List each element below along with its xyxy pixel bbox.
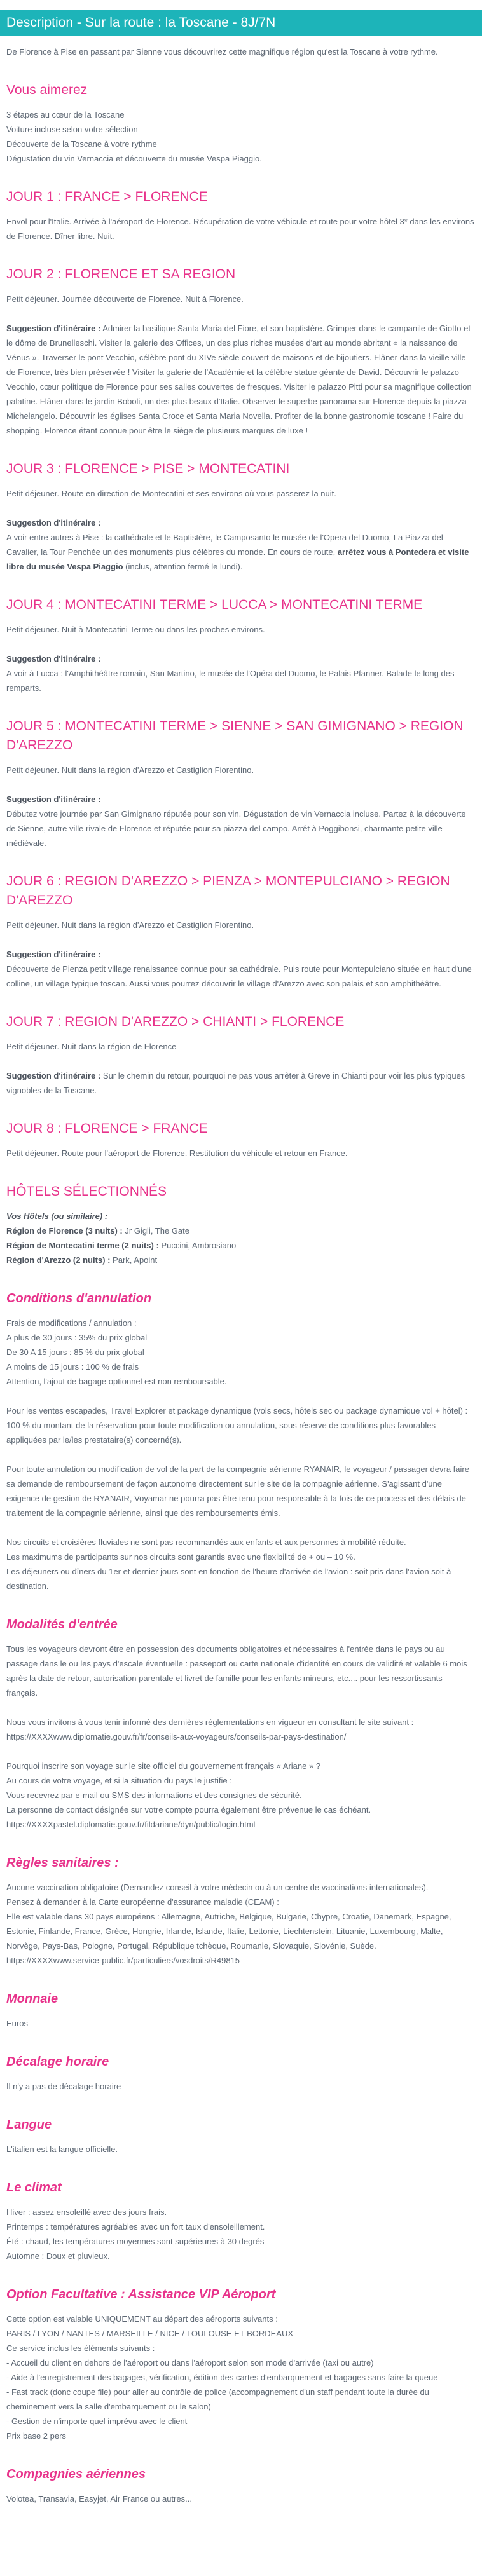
timezone-section <box>6 2052 476 2094</box>
day-heading: JOUR 3 : FLORENCE > PISE > MONTECATINI <box>6 461 290 476</box>
suggestion-label: Suggestion d'itinéraire : <box>6 518 101 528</box>
intro-text: De Florence à Pise en passant par Sienne vous découvrirez cette magnifique région qu'est la Toscane à votre rythme. <box>6 47 438 57</box>
circuit-note: Nos circuits et croisières fluviales ne sont pas recommandés aux enfants et aux personnes à mobilité réduite. <box>6 1537 406 1547</box>
day-text: Petit déjeuner. Journée découverte de Florence. Nuit à Florence. <box>6 294 244 304</box>
language-heading: Langue <box>6 2118 52 2132</box>
fee-line: Frais de modifications / annulation : <box>6 1318 137 1328</box>
hotel-region: Région de Florence (3 nuits) : <box>6 1226 123 1236</box>
climate-line: Été : chaud, les températures moyennes sont supérieures à 30 degrés <box>6 2237 265 2246</box>
vip-option-line: PARIS / LYON / NANTES / MARSEILLE / NICE / TOULOUSE ET BORDEAUX <box>6 2329 294 2338</box>
day-suggestion: Débutez votre journée par San Gimignano réputée pour son vin. Dégustation de vin Vernaccia incluse. Partez à la découverte de Sienne, autre ville rivale de Florence et réputée pour sa piazza del campo. Arrêt à Poggibonsi, charmante petite ville médiévale. <box>6 809 466 848</box>
airlines-section <box>6 2465 476 2506</box>
day-suggestion <box>6 1068 476 1098</box>
airlines-heading: Compagnies aériennes <box>6 2467 146 2481</box>
health-line: Elle est valable dans 30 pays européens : Allemagne, Autriche, Belgique, Bulgarie, Chypre, Croatie, Danemark, Espagne, Estonie, Finlande, France, Grèce, Hongrie, Irlande, Islande, Italie, Lettonie, Liechtenstein, Lituanie, Luxembourg, Malte, Norvège, Pays-Bas, Pologne, Portugal, République tchèque, Roumanie, Slovaquie, Slovénie, Suède. <box>6 1912 451 1951</box>
hotel-region: Région d'Arezzo (2 nuits) : <box>6 1255 111 1265</box>
highlight-item: 3 étapes au cœur de la Toscane <box>6 110 125 119</box>
climate-line: Automne : Doux et pluvieux. <box>6 2251 110 2261</box>
ariane-line: Vous recevrez par e-mail ou SMS des informations et des consignes de sécurité. <box>6 1790 302 1800</box>
entry-heading: Modalités d'entrée <box>6 1618 118 1632</box>
day-suggestion: Découverte de Pienza petit village renaissance connue pour sa cathédrale. Puis route pour Montepulciano située en haut d'une colline, un village typique toscan. Aussi vous pourrez découvrir le village d'Arezzo avec son palais et son amphithéâtre. <box>6 964 472 988</box>
currency-text: Euros <box>6 2019 28 2028</box>
health-url: https://XXXXwww.service-public.fr/particuliers/vosdroits/R49815 <box>6 1956 240 1965</box>
suggestion-highlight: arrêtez vous à Pontedera et visite libre du musée Vespa Piaggio <box>6 547 469 571</box>
hotel-names: Jr Gigli, The Gate <box>125 1226 190 1236</box>
day-heading: JOUR 7 : REGION D'AREZZO > CHIANTI > FLORENCE <box>6 1014 345 1029</box>
suggestion-label: Suggestion d'itinéraire : <box>6 324 101 333</box>
suggestion-label-line <box>6 651 476 666</box>
day-suggestion <box>6 530 476 574</box>
day-text: Petit déjeuner. Route pour l'aéroport de Florence. Restitution du véhicule et retour en France. <box>6 1148 348 1158</box>
climate-line: Printemps : températures agréables avec un fort taux d'ensoleillement. <box>6 2222 265 2232</box>
suggestion-text: Sur le chemin du retour, pourquoi ne pas vous arrêter à Greve in Chianti pour voir les plus typiques vignobles de la Toscane. <box>6 1071 465 1095</box>
page-title: Description - Sur la route : la Toscane - 8J/7N <box>0 10 482 36</box>
day-heading: JOUR 8 : FLORENCE > FRANCE <box>6 1121 208 1136</box>
day-text: Petit déjeuner. Nuit à Montecatini Terme ou dans les proches environs. <box>6 625 265 634</box>
hotel-names: Park, Apoint <box>113 1255 158 1265</box>
health-heading: Règles sanitaires : <box>6 1856 119 1870</box>
day-text: Petit déjeuner. Nuit dans la région d'Arezzo et Castiglion Fiorentino. <box>6 920 254 930</box>
package-conditions: Pour les ventes escapades, Travel Explorer et package dynamique (vols secs, hôtels sec ou package dynamique vol + hôtel) : 100 % du montant de la réservation pour toute modification ou annulation, sous réserve de conditions plus favorables appliquées par le/les prestataire(s) concerné(s). <box>6 1406 468 1445</box>
highlights-heading: Vous aimerez <box>6 83 88 97</box>
suggestion-text-end: (inclus, attention fermé le lundi). <box>125 562 243 571</box>
timezone-heading: Décalage horaire <box>6 2055 109 2069</box>
currency-section <box>6 1989 476 2031</box>
suggestion-text: Admirer la basilique Santa Maria del Fiore, et son baptistère. Grimper dans le campanile de Giotto et le dôme de Brunelleschi. Visiter la galerie des Offices, un des plus riches musées d'art au monde abritant « la naissance de Vénus ». Traverser le pont Vecchio, célèbre pont du XIVe siècle couvert de maisons et de bijoutiers. Flâner dans la vieille ville de Florence, très bien préservée ! Visiter la galerie de l'Académie et la célèbre statue géante de David. Découvrir le palazzo Vecchio, cœur politique de Florence pour ses salles couvertes de fresques. Visiter le palazzo Pitti pour sa magnifique collection palatine. Flâner dans le jardin Boboli, un des plus beaux d'Italie. Observer le superbe panorama sur Florence depuis la piazza Michelangelo. Découvrir les églises Santa Croce et Santa Maria Novella. Profiter de la bonne gastronomie toscane ! Faire du shopping. Florence étant connue pour être le siège de plusieurs marques de luxe ! <box>6 324 472 435</box>
vip-option-section <box>6 2285 476 2443</box>
fee-line: A moins de 15 jours : 100 % de frais <box>6 1362 139 1372</box>
ariane-line: La personne de contact désignée sur votre compte pourra également être prévenue le cas échéant. <box>6 1805 371 1815</box>
day-5-section <box>6 717 476 850</box>
day-6-section <box>6 872 476 991</box>
suggestion-label: Suggestion d'itinéraire : <box>6 1071 101 1080</box>
day-1-section <box>6 187 476 243</box>
circuit-note: Les déjeuners ou dîners du 1er et dernier jours sont en fonction de l'heure d'arrivée de l'avion : soit pris dans l'avion soit à destination. <box>6 1567 451 1591</box>
suggestion-text: A voir entre autres à Pise : la cathédrale et le Baptistère, le Camposanto le musée de l'Opera del Duomo, La Piazza del Cavalier, la Tour Penchée un des monuments plus célèbres du monde. En cours de route, <box>6 533 443 557</box>
health-line: Aucune vaccination obligatoire (Demandez conseil à votre médecin ou à un centre de vaccinations internationales). <box>6 1883 429 1892</box>
hotel-row <box>6 1223 476 1238</box>
vip-option-line: - Fast track (donc coupe file) pour aller au contrôle de police (accompagnement d'un staff pendant toute la durée du cheminement vers la salle d'embarquement ou le salon) <box>6 2387 429 2411</box>
hotel-row <box>6 1253 476 1267</box>
ariane-url: https://XXXXpastel.diplomatie.gouv.fr/fildariane/dyn/public/login.html <box>6 1820 256 1829</box>
day-4-section <box>6 596 476 695</box>
hotels-label: Vos Hôtels (ou similaire) : <box>6 1211 108 1221</box>
day-heading: JOUR 4 : MONTECATINI TERME > LUCCA > MONTECATINI TERME <box>6 597 423 612</box>
day-text: Petit déjeuner. Nuit dans la région de Florence <box>6 1042 177 1051</box>
day-2-section <box>6 265 476 438</box>
day-7-section <box>6 1012 476 1098</box>
cancellation-heading: Conditions d'annulation <box>6 1291 152 1305</box>
day-heading: JOUR 6 : REGION D'AREZZO > PIENZA > MONTEPULCIANO > REGION D'AREZZO <box>6 874 450 908</box>
currency-heading: Monnaie <box>6 1992 59 2006</box>
health-line: Pensez à demander à la Carte européenne d'assurance maladie (CEAM) : <box>6 1897 279 1907</box>
hotel-row <box>6 1238 476 1253</box>
day-3-section <box>6 460 476 574</box>
entry-section <box>6 1615 476 1832</box>
suggestion-label-line <box>6 515 476 530</box>
day-text: Envol pour l'Italie. Arrivée à l'aéroport de Florence. Récupération de votre véhicule et route pour votre hôtel 3* dans les environs de Florence. Dîner libre. Nuit. <box>6 217 474 241</box>
cancellation-section <box>6 1289 476 1593</box>
vip-option-line: - Gestion de n'importe quel imprévu avec le client <box>6 2416 188 2426</box>
highlight-item: Dégustation du vin Vernaccia et découverte du musée Vespa Piaggio. <box>6 154 262 163</box>
climate-line: Hiver : assez ensoleillé avec des jours frais. <box>6 2207 167 2217</box>
vip-option-line: - Accueil du client en dehors de l'aéroport ou dans l'aéroport selon son mode d'arrivée (taxi ou autre) <box>6 2358 374 2368</box>
suggestion-label: Suggestion d'itinéraire : <box>6 654 101 664</box>
suggestion-label: Suggestion d'itinéraire : <box>6 950 101 959</box>
hotels-heading: HÔTELS SÉLECTIONNÉS <box>6 1184 167 1199</box>
timezone-text: Il n'y a pas de décalage horaire <box>6 2082 121 2091</box>
hotels-section <box>6 1182 476 1267</box>
fee-line: Attention, l'ajout de bagage optionnel est non remboursable. <box>6 1377 227 1386</box>
fee-line: De 30 A 15 jours : 85 % du prix global <box>6 1347 144 1357</box>
hotels-label-line <box>6 1209 476 1223</box>
day-heading: JOUR 1 : FRANCE > FLORENCE <box>6 189 208 204</box>
airlines-text: Volotea, Transavia, Easyjet, Air France ou autres... <box>6 2494 192 2504</box>
entry-regulations: Nous vous invitons à vous tenir informé des dernières réglementations en vigueur en consultant le site suivant : https://XXXXwww.diplomatie.gouv.fr/fr/conseils-aux-voyageurs/conseils-par-pays-destination/ <box>6 1717 414 1741</box>
circuit-note: Les maximums de participants sur nos circuits sont garantis avec une flexibilité de + ou – 10 %. <box>6 1552 355 1562</box>
fee-line: A plus de 30 jours : 35% du prix global <box>6 1333 148 1342</box>
suggestion-label: Suggestion d'itinéraire : <box>6 794 101 804</box>
day-heading: JOUR 5 : MONTECATINI TERME > SIENNE > SAN GIMIGNANO > REGION D'AREZZO <box>6 719 464 753</box>
highlights-section <box>6 81 476 166</box>
vip-option-line: - Aide à l'enregistrement des bagages, vérification, édition des cartes d'embarquement et bagages sans faire la queue <box>6 2373 438 2382</box>
suggestion-label-line <box>6 947 476 962</box>
ariane-line: Au cours de votre voyage, et si la situation du pays le justifie : <box>6 1776 232 1785</box>
day-heading: JOUR 2 : FLORENCE ET SA REGION <box>6 267 236 282</box>
hotel-names: Puccini, Ambrosiano <box>161 1241 237 1250</box>
day-text: Petit déjeuner. Nuit dans la région d'Arezzo et Castiglion Fiorentino. <box>6 765 254 775</box>
climate-heading: Le climat <box>6 2181 62 2195</box>
highlight-item: Voiture incluse selon votre sélection <box>6 125 138 134</box>
ryanair-conditions: Pour toute annulation ou modification de vol de la part de la compagnie aérienne RYANAIR, le voyageur / passager devra faire sa demande de remboursement de façon autonome directement sur le site de la compagnie aérienne. S'agissant d'une exigence de gestion de RYANAIR, Voyamar ne pourra pas être tenu pour responsable à la fois de ce process et des délais de traitement de la compagnie aérienne, ainsi que des remboursements émis. <box>6 1464 469 1518</box>
health-section <box>6 1853 476 1968</box>
suggestion-label-line <box>6 792 476 807</box>
vip-option-heading: Option Facultative : Assistance VIP Aéroport <box>6 2287 276 2301</box>
ariane-line: Pourquoi inscrire son voyage sur le site officiel du gouvernement français « Ariane » ? <box>6 1761 321 1771</box>
highlight-item: Découverte de la Toscane à votre rythme <box>6 139 157 149</box>
day-text: Petit déjeuner. Route en direction de Montecatini et ses environs où vous passerez la nuit. <box>6 489 336 498</box>
vip-option-line: Ce service inclus les éléments suivants : <box>6 2343 155 2353</box>
vip-option-line: Cette option est valable UNIQUEMENT au départ des aéroports suivants : <box>6 2314 278 2324</box>
vip-option-price: Prix base 2 pers <box>6 2431 66 2441</box>
language-section <box>6 2115 476 2157</box>
entry-documents: Tous les voyageurs devront être en possession des documents obligatoires et nécessaires à l'entrée dans le pays ou au passage dans le ou les pays d'escale éventuelle : passeport ou carte nationale d'identité en cours de validité et valable 6 mois après la date de retour, autorisation parentale et livret de famille pour les enfants mineurs, etc.... pour les ressortissants français. <box>6 1644 467 1698</box>
day-8-section <box>6 1119 476 1161</box>
day-suggestion: A voir à Lucca : l'Amphithéâtre romain, San Martino, le musée de l'Opéra del Duomo, le Palais Pfanner. Balade le long des remparts. <box>6 669 455 693</box>
climate-section <box>6 2178 476 2263</box>
day-suggestion <box>6 321 476 438</box>
hotel-region: Région de Montecatini terme (2 nuits) : <box>6 1241 159 1250</box>
language-text: L'italien est la langue officielle. <box>6 2144 118 2154</box>
